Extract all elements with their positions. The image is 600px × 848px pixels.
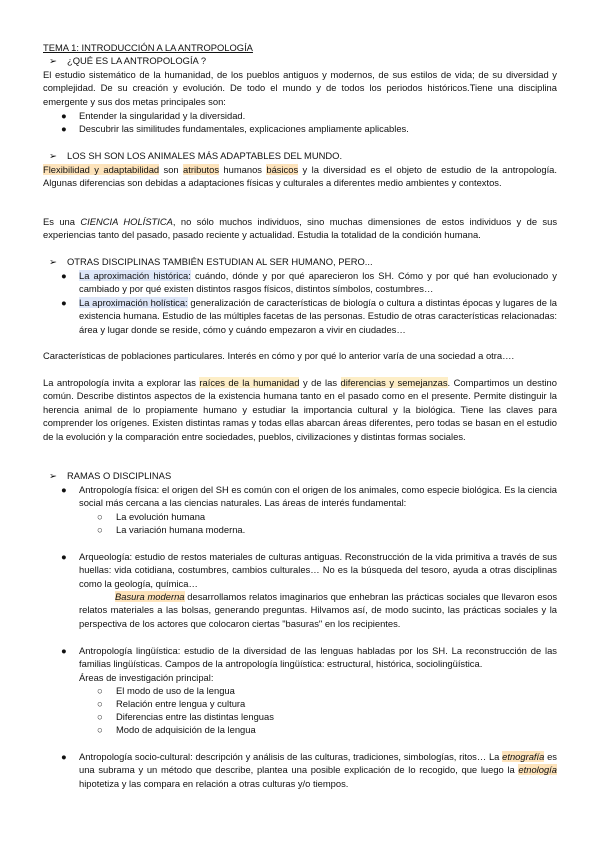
physical-anthropology-item: Antropología física: el origen del SH es común con el origen de los animales, como especie biológica. Es la ciencia social más cercana a las ciencias naturales. Las áreas de interés fundamental: [79, 484, 557, 509]
arrow-icon: ➢ [49, 55, 57, 66]
linguistic-area-4: Modo de adquisición de la lengua [116, 724, 256, 735]
linguistic-anthropology-item: Antropología lingüística: estudio de la diversidad de las lenguas habladas por los SH. La reconstrucción de las familias lingüísticas. Campos de la antropología lingüística: estructural, histórica, sociolingüística. [79, 645, 557, 670]
highlight-historica: La aproximación histórica: [79, 270, 191, 281]
bullet-icon: ● [61, 270, 67, 281]
holistic-paragraph: Es una CIENCIA HOLÍSTICA, no sólo muchos individuos, sino muchas dimensiones de estos individuos y de sus experiencias tanto del pasado, pasado reciente y actualidad. Estudia la totalidad de la condición humana. [43, 216, 558, 241]
bullet-icon: ● [61, 751, 67, 762]
linguistic-area-2: Relación entre lengua y cultura [116, 698, 246, 709]
definition-paragraph: El estudio sistemático de la humanidad, de los pueblos antiguos y modernos, de sus estilos de vida; de su diversidad y complejidad. De su creación y evolución. De todo el mundo y de todos los periodos históricos.Tiene una disciplina emergente y sus dos metas principales son: [43, 69, 557, 107]
circle-bullet-icon: ○ [97, 724, 103, 735]
bullet-icon: ● [61, 123, 67, 134]
document-title: TEMA 1: INTRODUCCIÓN A LA ANTROPOLOGÍA [43, 42, 253, 53]
highlight-basura-moderna: Basura moderna [115, 591, 185, 602]
goal-item-1: Entender la singularidad y la diversidad. [79, 110, 246, 121]
ciencia-holistica-term: CIENCIA HOLÍSTICA [80, 216, 173, 227]
linguistic-area-1: El modo de uso de la lengua [116, 685, 235, 696]
adaptability-paragraph: Flexibilidad y adaptabilidad son atributos humanos básicos y la diversidad es el objeto de estudio de la antropología. Algunas diferencias son debidas a adaptaciones físicas y culturales a diferentes medio ambientes y contextos. [43, 164, 557, 189]
bullet-icon: ● [61, 297, 67, 308]
archaeology-item: Arqueología: estudio de restos materiales de culturas antiguas. Reconstrucción de la vida primitiva a través de sus huellas: vida cotidiana, costumbres, cambios culturales… No es la búsqueda del tesoro, ayuda a otras disciplinas como la geología, química… [79, 551, 557, 589]
populations-paragraph: Características de poblaciones particulares. Interés en cómo y por qué lo anterior varía de una sociedad a otra…. [43, 350, 515, 361]
highlight-diferencias: diferencias y semejanzas [340, 377, 448, 388]
circle-bullet-icon: ○ [97, 685, 103, 696]
highlight-flexibilidad: Flexibilidad y adaptabilidad [43, 164, 160, 175]
archaeology-example: Basura moderna desarrollamos relatos imaginarios que enhebran las prácticas sociales que llevaron esos relatos materiales a las bolsas, generando preguntas. Hilvamos así, de modo sucinto, las prácticas sociales y la perspectiva de los actores que colocaron ciertas "basuras" en los recipientes. [79, 591, 558, 629]
highlight-atributos: atributos [183, 164, 220, 175]
historical-approach-item: La aproximación histórica: cuándo, dónde y por qué aparecieron los SH. Cómo y por qué han evolucionado y cambiado y por qué existen distintos rasgos físicos, distintos símbolos, costumbres… [79, 270, 557, 295]
holistic-approach-item: La aproximación holística: generalización de características de biología o cultura a distintas épocas y lugares de la existencia humana. Estudio de las múltiples facetas de las personas. Estudio de otras características relacionadas: área y lugar donde se reside, cómo y cuándo empezaron a vivir en ciudades… [79, 297, 558, 335]
highlight-etnologia: etnología [518, 764, 557, 776]
heading-que-es: ➢ ¿QUÉ ES LA ANTROPOLOGÍA ? [49, 55, 207, 66]
bullet-icon: ● [61, 110, 67, 121]
heading-ramas: ➢ RAMAS O DISCIPLINAS [49, 470, 172, 481]
heading-otras-disciplinas: ➢ OTRAS DISCIPLINAS TAMBIÉN ESTUDIAN AL SER HUMANO, PERO... [49, 256, 373, 267]
sociocultural-anthropology-item: Antropología socio-cultural: descripción y análisis de las culturas, tradiciones, simbologías, ritos… La etnografía es una subrama y un método que describe, plantea una posible explicación de lo recogido, que luego la etnología hipotetiza y las compara en relación a otras culturas y/o tiempos. [79, 751, 557, 789]
highlight-raices: raíces de la humanidad [199, 377, 300, 388]
circle-bullet-icon: ○ [97, 698, 103, 709]
bullet-icon: ● [61, 484, 67, 495]
arrow-icon: ➢ [49, 470, 57, 481]
physical-area-1: La evolución humana [116, 511, 206, 522]
goal-item-2: Descubrir las similitudes fundamentales, explicaciones ampliamente aplicables. [79, 123, 409, 134]
physical-area-2: La variación humana moderna. [116, 524, 246, 535]
invitation-paragraph: La antropología invita a explorar las raíces de la humanidad y de las diferencias y semejanzas. Compartimos un destino común. Describe distintos aspectos de la existencia humana tanto en el pasado como en el presente. Permite distinguir la herencia animal de lo propiamente humano y estudiar la importancia cultural y la biológica. Tiene las claves para comprender los orígenes. Existen distintas ramas y todas ellas abarcan áreas diferentes, pero todas se basan en el estudio de la evolución y la comparación entre sociedades, pueblos, civilizaciones y distintas formas sociales. [43, 377, 557, 442]
circle-bullet-icon: ○ [97, 524, 103, 535]
arrow-icon: ➢ [49, 150, 57, 161]
circle-bullet-icon: ○ [97, 711, 103, 722]
bullet-icon: ● [61, 645, 67, 656]
highlight-etnografia: etnografía [502, 751, 545, 762]
bullet-icon: ● [61, 551, 67, 562]
highlight-holistica: La aproximación holística: [79, 297, 188, 308]
linguistic-areas-label: Áreas de investigación principal: [79, 672, 214, 683]
heading-adaptables: ➢ LOS SH SON LOS ANIMALES MÁS ADAPTABLES DEL MUNDO. [49, 150, 343, 161]
arrow-icon: ➢ [49, 256, 57, 267]
highlight-basicos: básicos [266, 164, 299, 175]
circle-bullet-icon: ○ [97, 511, 103, 522]
linguistic-area-3: Diferencias entre las distintas lenguas [116, 711, 274, 722]
